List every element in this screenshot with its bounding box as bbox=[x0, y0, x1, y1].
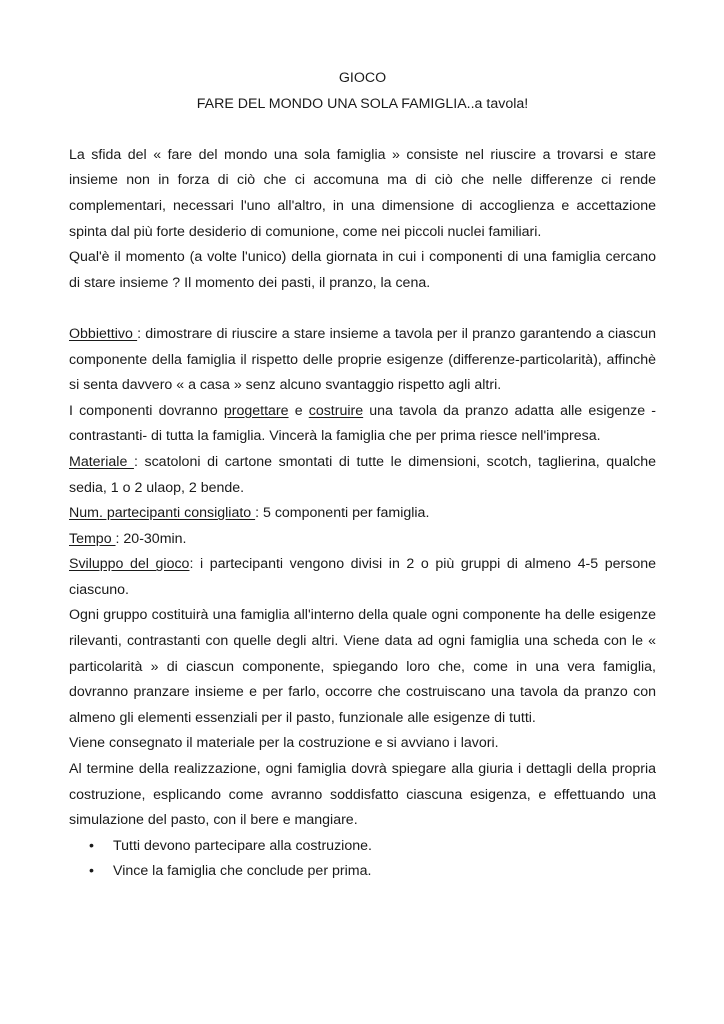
document-title: FARE DEL MONDO UNA SOLA FAMIGLIA..a tavola! bbox=[196, 95, 529, 112]
components-paragraph bbox=[69, 399, 656, 450]
materials-paragraph bbox=[69, 450, 656, 501]
list-item-text: Tutti devono partecipare alla costruzione. bbox=[113, 837, 372, 854]
time-label: Tempo bbox=[69, 530, 116, 547]
objective-label: Obbiettivo bbox=[69, 325, 138, 342]
time-paragraph bbox=[69, 527, 656, 553]
objective-text: : dimostrare di riuscire a stare insieme a tavola per il pranzo garantendo a ciascun componente della famiglia il rispetto delle proprie esigenze (differenze-particolarità), affinchè si senta davvero « a casa » senz alcuno svantaggio rispetto agli altri. bbox=[69, 325, 656, 394]
family-paragraph: Ogni gruppo costituirà una famiglia all'interno della quale ogni componente ha delle esigenze rilevanti, contrastanti con quelle degli altri. Viene data ad ogni famiglia una scheda con le « particolarità » di ciascun componente, spiegando loro che, come in una vera famiglia, dovranno pranzare insieme e per farlo, occorre che costruiscano una tavola da pranzo con almeno gli elementi essenziali per il pasto, funzionale alle esigenze di tutti. bbox=[69, 607, 656, 726]
participants-label: Num. partecipanti consigliato bbox=[69, 505, 256, 522]
list-item bbox=[69, 859, 656, 885]
development-text: : i partecipanti vengono divisi in 2 o più gruppi di almeno 4-5 persone ciascuno. bbox=[69, 556, 657, 598]
bullet-icon: • bbox=[89, 837, 94, 854]
rules-list bbox=[69, 834, 656, 885]
spacer bbox=[69, 296, 656, 322]
participants-paragraph bbox=[69, 501, 656, 527]
question-paragraph: Qual'è il momento (a volte l'unico) della giornata in cui i componenti di una famiglia cercano di stare insieme ? Il momento dei pasti, il pranzo, la cena. bbox=[69, 249, 656, 291]
time-text: : 20-30min. bbox=[115, 530, 187, 547]
game-label: GIOCO bbox=[338, 70, 387, 86]
components-text-3: una tavola da pranzo adatta alle esigenze -contrastanti- di tutta la famiglia. Vincerà la famiglia che per prima riesce nell'impresa. bbox=[69, 402, 656, 445]
intro-paragraph: La sfida del « fare del mondo una sola famiglia » consiste nel riuscire a trovarsi e stare insieme non in forza di ciò che ci accomuna ma di ciò che nelle differenze ci rende complementari, necessari l'uno all'altro, in una dimensione di accoglienza e accettazione spinta dal più forte desiderio di comunione, come nei piccoli nuclei familiari. bbox=[69, 146, 656, 240]
document-page bbox=[69, 66, 656, 885]
list-item bbox=[69, 834, 656, 860]
materials-label: Materiale bbox=[69, 453, 134, 470]
components-text-1: I componenti dovranno bbox=[69, 402, 224, 419]
participants-text: : 5 componenti per famiglia. bbox=[255, 505, 430, 522]
materials-delivery-paragraph: Viene consegnato il materiale per la costruzione e si avviano i lavori. bbox=[69, 735, 499, 752]
components-text-2: e bbox=[288, 402, 309, 419]
development-label: Sviluppo del gioco bbox=[69, 556, 190, 573]
materials-text: : scatoloni di cartone smontati di tutte le dimensioni, scotch, taglierina, qualche sedia, 1 o 2 ulaop, 2 bende. bbox=[69, 453, 656, 496]
design-word: progettare bbox=[223, 402, 289, 419]
development-paragraph bbox=[69, 552, 656, 603]
conclusion-paragraph: Al termine della realizzazione, ogni famiglia dovrà spiegare alla giuria i dettagli della propria costruzione, esplicando come avranno soddisfatto ciascuna esigenza, e effettuando una simulazione del pasto, con il bere e mangiare. bbox=[69, 761, 656, 829]
list-item-text: Vince la famiglia che conclude per prima. bbox=[113, 863, 372, 880]
objective-paragraph bbox=[69, 322, 656, 399]
build-word: costruire bbox=[308, 402, 364, 419]
bullet-icon: • bbox=[89, 863, 94, 880]
spacer bbox=[69, 117, 656, 143]
